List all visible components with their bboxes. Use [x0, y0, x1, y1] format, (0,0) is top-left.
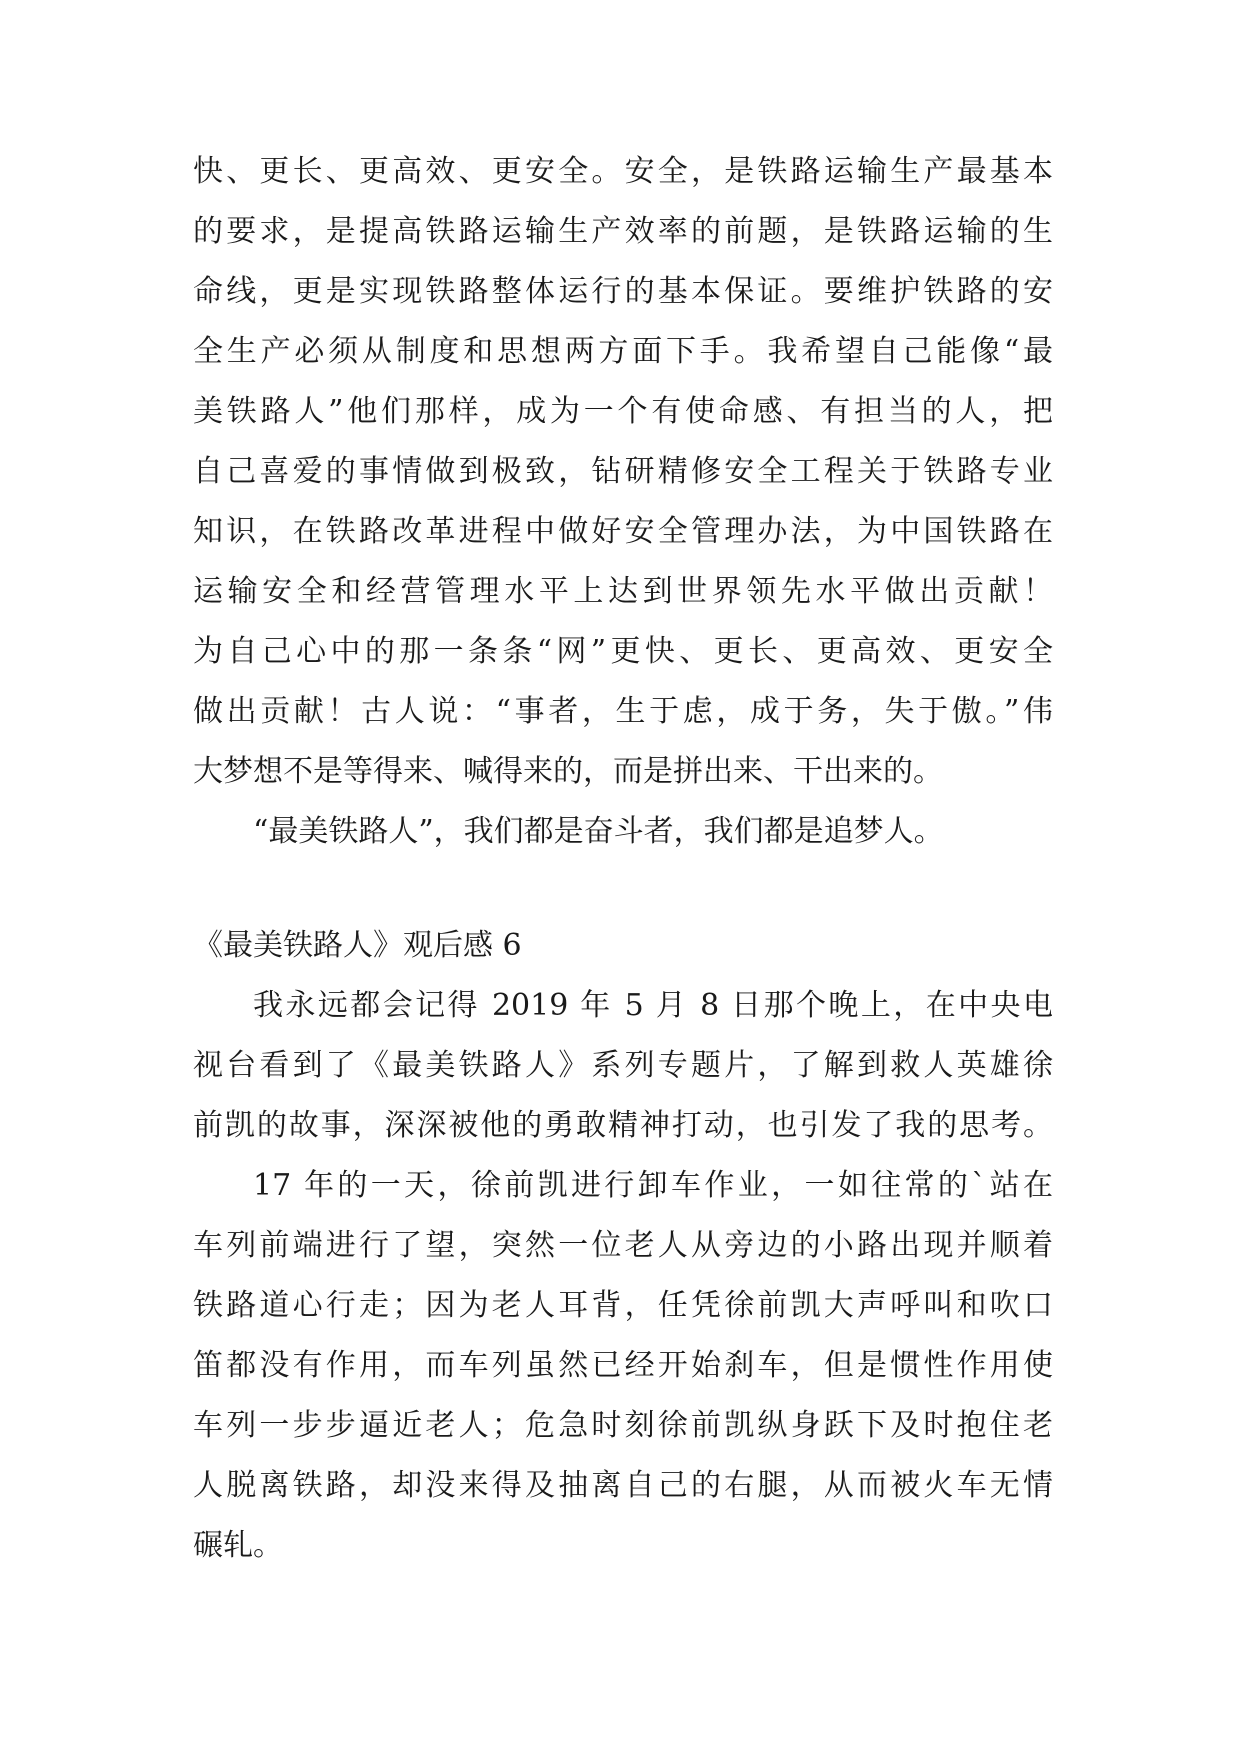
paragraph-4-line: 车列前端进行了望，突然一位老人从旁边的小路出现并顺着: [193, 1228, 1053, 1263]
section-heading: 《最美铁路人》观后感 6: [193, 928, 522, 963]
paragraph-2-line: “最美铁路人”，我们都是奋斗者，我们都是追梦人。: [253, 814, 944, 849]
paragraph-1-line: 大梦想不是等得来、喊得来的，而是拼出来、干出来的。: [193, 754, 943, 789]
paragraph-3-line: 我永远都会记得 2019 年 5 月 8 日那个晚上，在中央电: [253, 988, 1053, 1023]
paragraph-1-line: 美铁路人”他们那样，成为一个有使命感、有担当的人，把: [193, 394, 1053, 429]
paragraph-1-line: 运输安全和经营管理水平上达到世界领先水平做出贡献！: [193, 574, 1053, 609]
paragraph-1-line: 命线，更是实现铁路整体运行的基本保证。要维护铁路的安: [193, 274, 1053, 309]
paragraph-4-line: 车列一步步逼近老人；危急时刻徐前凯纵身跃下及时抱住老: [193, 1408, 1053, 1443]
paragraph-3-line: 视台看到了《最美铁路人》系列专题片，了解到救人英雄徐: [193, 1048, 1053, 1083]
paragraph-1-line: 的要求，是提高铁路运输生产效率的前题，是铁路运输的生: [193, 214, 1053, 249]
paragraph-4-line: 碾轧。: [193, 1528, 283, 1563]
paragraph-4-line: 17 年的一天，徐前凯进行卸车作业，一如往常的`站在: [253, 1168, 1053, 1203]
paragraph-4-line: 铁路道心行走；因为老人耳背，任凭徐前凯大声呼叫和吹口: [193, 1288, 1053, 1323]
paragraph-3-line: 前凯的故事，深深被他的勇敢精神打动，也引发了我的思考。: [193, 1108, 1053, 1143]
paragraph-4-line: 笛都没有作用，而车列虽然已经开始刹车，但是惯性作用使: [193, 1348, 1053, 1383]
paragraph-4-line: 人脱离铁路，却没来得及抽离自己的右腿，从而被火车无情: [193, 1468, 1053, 1503]
paragraph-1-line: 做出贡献！古人说：“事者，生于虑，成于务，失于傲。”伟: [193, 694, 1053, 729]
paragraph-1-line: 知识，在铁路改革进程中做好安全管理办法，为中国铁路在: [193, 514, 1053, 549]
paragraph-1-line: 自己喜爱的事情做到极致，钻研精修安全工程关于铁路专业: [193, 454, 1053, 489]
paragraph-1-line: 为自己心中的那一条条“网”更快、更长、更高效、更安全: [193, 634, 1053, 669]
paragraph-1-line: 全生产必须从制度和思想两方面下手。我希望自己能像“最: [193, 334, 1053, 369]
paragraph-1-line: 快、更长、更高效、更安全。安全，是铁路运输生产最基本: [193, 154, 1053, 189]
